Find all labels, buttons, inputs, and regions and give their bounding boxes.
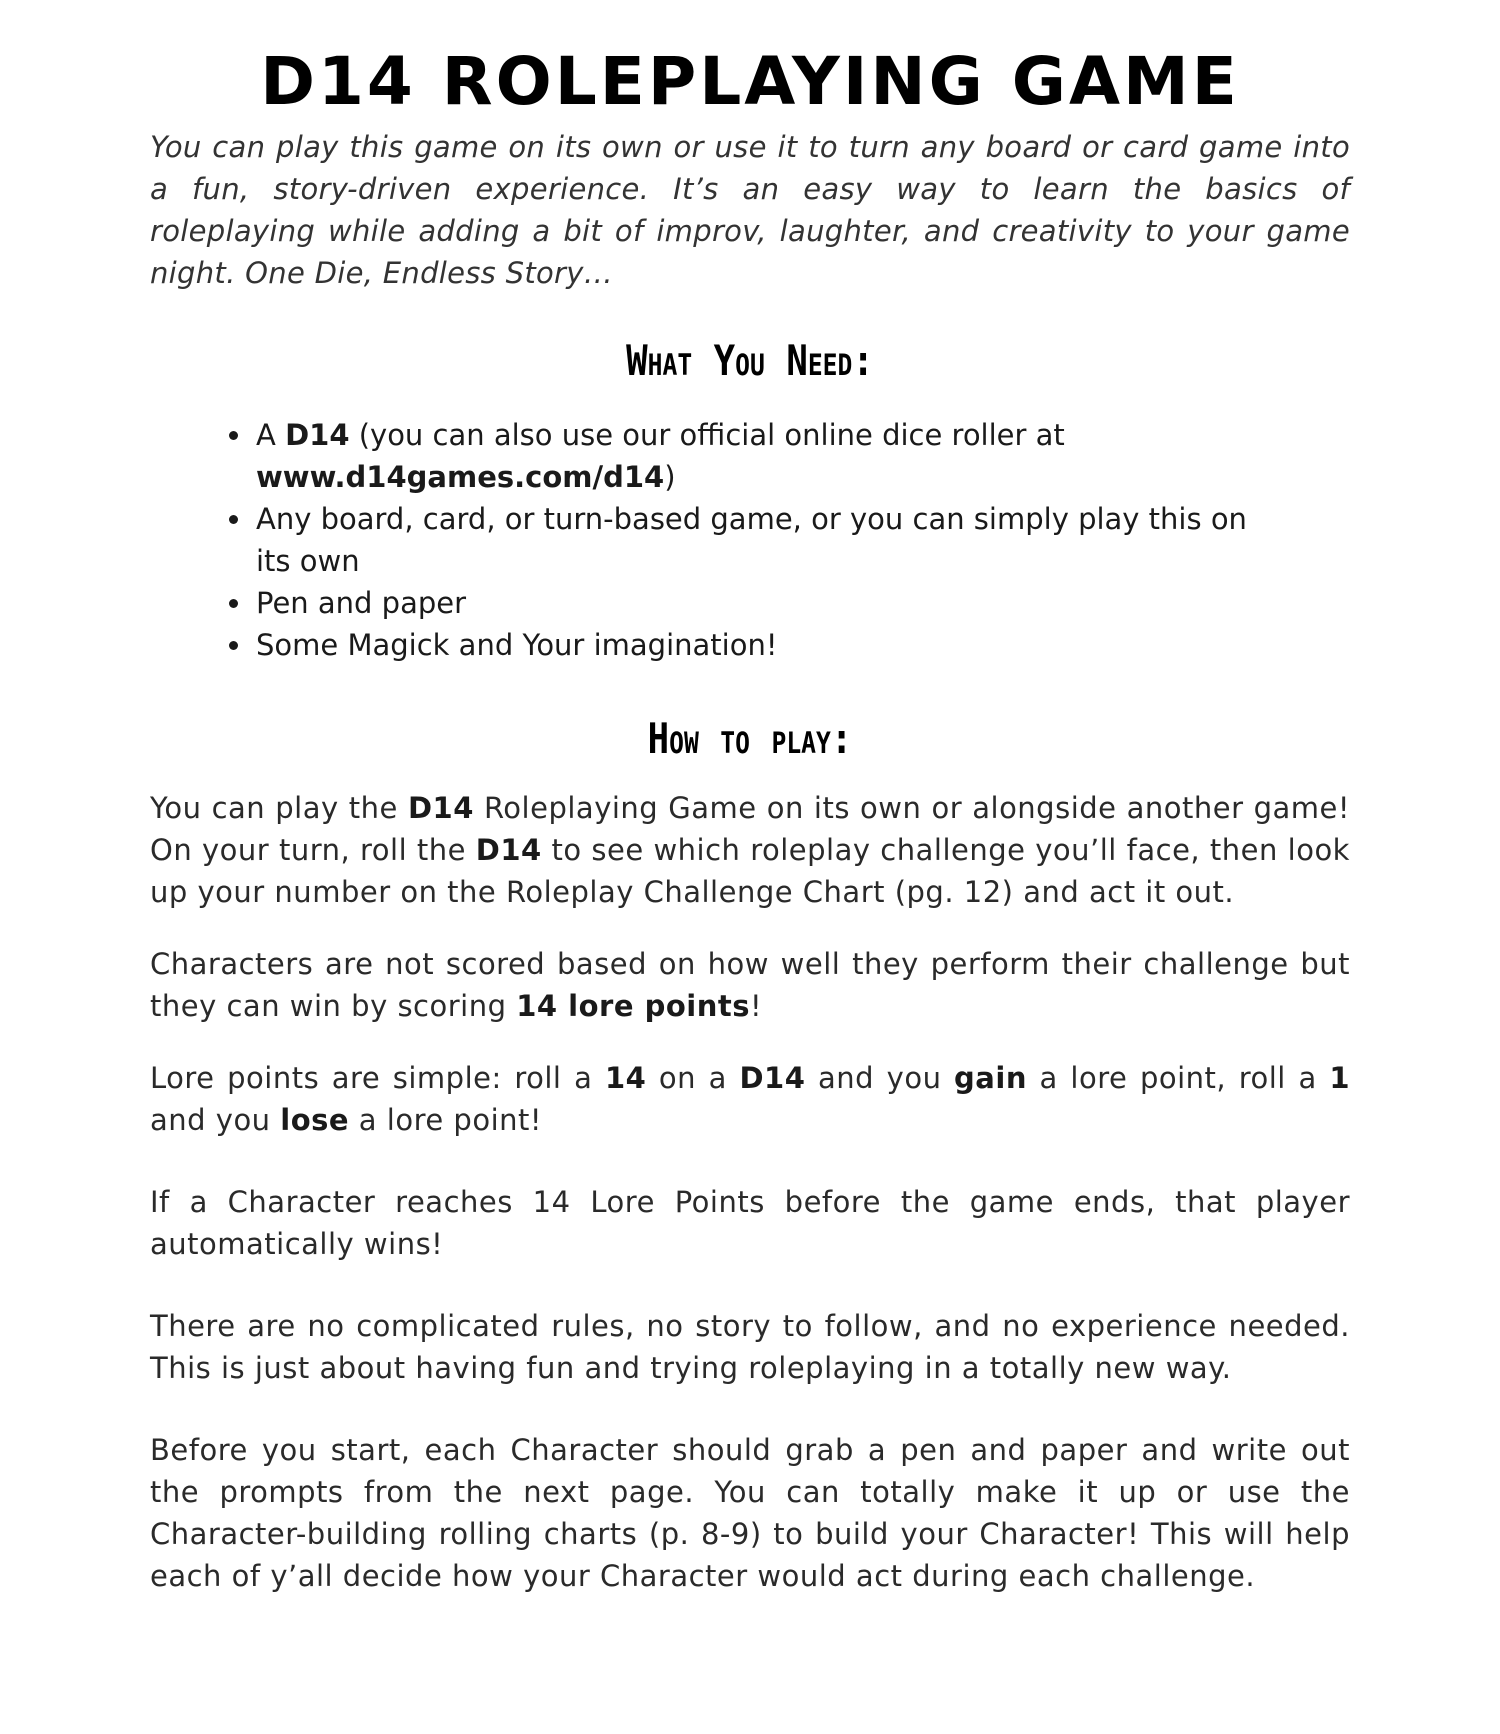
paragraph-text: a lore point! bbox=[349, 1102, 543, 1137]
dice-roller-url: www.d14games.com/d14 bbox=[256, 460, 665, 495]
list-item: • Pen and paper bbox=[254, 582, 1290, 624]
list-item: • Some Magick and Your imagination! bbox=[254, 624, 1290, 666]
page-title: D14 ROLEPLAYING GAME bbox=[260, 43, 1240, 120]
bold-text: 14 lore points bbox=[516, 988, 751, 1023]
paragraph-text: a lore point, roll a bbox=[1026, 1060, 1330, 1095]
bold-text: gain bbox=[954, 1060, 1027, 1095]
bold-text: D14 bbox=[739, 1060, 806, 1095]
bold-text: 14 bbox=[604, 1060, 647, 1095]
list-item-text: ) bbox=[664, 460, 676, 495]
list-item: • Any board, card, or turn-based game, or you can simply play this on its own bbox=[254, 498, 1290, 582]
paragraph-text: Roleplaying Game on its own or alongside another game! On your turn, roll the bbox=[150, 790, 1350, 867]
what-you-need-heading: What You Need: bbox=[626, 335, 874, 385]
paragraph-text: and you bbox=[150, 1102, 281, 1137]
needs-list bbox=[150, 414, 1350, 666]
bold-text: D14 bbox=[475, 832, 542, 867]
body-paragraph bbox=[150, 787, 1350, 913]
intro-paragraph: You can play this game on its own or use it to turn any board or card game into a fun, story-driven experience. It’s an easy way to learn the basics of roleplaying while adding a bit of improv, laughter, and creativity to your game night. One Die, Endless Story… bbox=[150, 129, 1350, 290]
paragraph-text: ! bbox=[750, 988, 763, 1023]
paragraph-text: and you bbox=[805, 1060, 955, 1095]
paragraph-text: Characters are not scored based on how well they perform their challenge but they can win by scoring bbox=[150, 946, 1350, 1023]
body-paragraph: If a Character reaches 14 Lore Points before the game ends, that player automatically wins! bbox=[150, 1184, 1350, 1261]
bold-text: D14 bbox=[285, 418, 350, 453]
body-paragraph bbox=[150, 943, 1350, 1027]
list-item bbox=[254, 414, 1290, 498]
bold-text: lose bbox=[280, 1102, 350, 1137]
paragraph-text: to see which roleplay challenge you’ll face, then look up your number on the Roleplay Challenge Chart (pg. 12) and act it out. bbox=[150, 832, 1350, 909]
list-item-text: A bbox=[256, 418, 286, 453]
paragraph-text: Lore points are simple: roll a bbox=[150, 1060, 605, 1095]
bold-text: D14 bbox=[407, 790, 474, 825]
paragraph-text: You can play the bbox=[150, 790, 408, 825]
body-paragraph: There are no complicated rules, no story to follow, and no experience needed. This is just about having fun and trying roleplaying in a totally new way. bbox=[150, 1308, 1350, 1385]
how-to-play-heading: How to play: bbox=[647, 714, 853, 764]
list-item-text: (you can also use our official online dice roller at bbox=[349, 418, 1065, 453]
paragraph-text: on a bbox=[646, 1060, 740, 1095]
bold-text: 1 bbox=[1329, 1060, 1350, 1095]
body-paragraph: Before you start, each Character should grab a pen and paper and write out the prompts from the next page. You can totally make it up or use the Character-building rolling charts (p. 8-9) to build your Character! This will help each of y’all decide how your Character would act during each challenge. bbox=[150, 1432, 1350, 1593]
body-paragraph bbox=[150, 1057, 1350, 1141]
